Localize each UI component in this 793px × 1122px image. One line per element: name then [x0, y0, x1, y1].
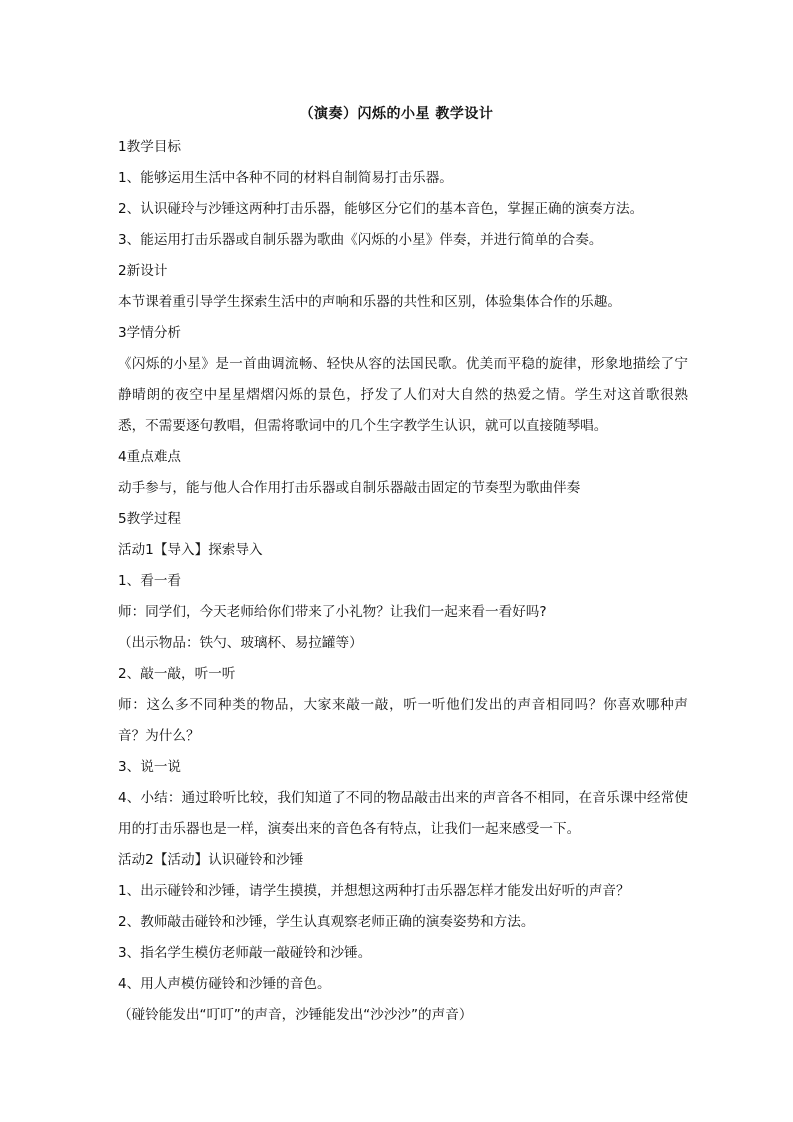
- design-text: 本节课着重引导学生探索生活中的声响和乐器的共性和区别，体验集体合作的乐趣。: [118, 294, 621, 310]
- activity-note: （碰铃能发出“叮叮”的声音，沙锤能发出“沙沙沙”的声音）: [118, 1007, 473, 1023]
- activity-summary: 4、小结：通过聆听比较，我们知道了不同的物品敲击出来的声音各不相同，在音乐课中经常使用的打击乐器也是一样，演奏出来的音色各有特点，让我们一起来感受一下。: [118, 790, 688, 837]
- section-heading-goals: 1教学目标: [118, 139, 182, 155]
- activity-text: 师：这么多不同种类的物品，大家来敲一敲，听一听他们发出的声音相同吗？你喜欢哪种声音？为什么？: [118, 697, 688, 744]
- activity-step: 2、敲一敲，听一听: [118, 666, 236, 682]
- goal-item: 3、能运用打击乐器或自制乐器为歌曲《闪烁的小星》伴奏，并进行简单的合奏。: [118, 232, 603, 248]
- activity-text: 师：同学们，今天老师给你们带来了小礼物？让我们一起来看一看好吗?: [118, 604, 547, 620]
- analysis-text: 《闪烁的小星》是一首曲调流畅、轻快从容的法国民歌。优美而平稳的旋律，形象地描绘了宁静晴朗的夜空中星星熠熠闪烁的景色，抒发了人们对大自然的热爱之情。学生对这首歌很熟悉，不需要逐句教唱，但需将歌词中的几个生字教学生认识，就可以直接随琴唱。: [118, 356, 688, 434]
- document-body: [118, 132, 688, 1031]
- activity-heading: 活动2【活动】认识碰铃和沙锤: [118, 852, 304, 868]
- activity-step: 1、看一看: [118, 573, 182, 589]
- section-heading-keypoints: 4重点难点: [118, 449, 182, 465]
- activity-step: 3、说一说: [118, 759, 182, 775]
- goal-item: 1、能够运用生活中各种不同的材料自制简易打击乐器。: [118, 170, 453, 186]
- activity-step: 1、出示碰铃和沙锤，请学生摸摸，并想想这两种打击乐器怎样才能发出好听的声音？: [118, 883, 630, 899]
- section-heading-analysis: 3学情分析: [118, 325, 182, 341]
- activity-heading: 活动1【导入】探索导入: [118, 542, 263, 558]
- keypoints-text: 动手参与，能与他人合作用打击乐器或自制乐器敲击固定的节奏型为歌曲伴奏: [118, 480, 581, 496]
- activity-step: 3、指名学生模仿老师敲一敲碰铃和沙锤。: [118, 945, 372, 961]
- activity-note: （出示物品：铁勺、玻璃杯、易拉罐等）: [118, 635, 363, 651]
- section-heading-process: 5教学过程: [118, 511, 182, 527]
- section-heading-design: 2新设计: [118, 263, 168, 279]
- goal-item: 2、认识碰玲与沙锤这两种打击乐器，能够区分它们的基本音色，掌握正确的演奏方法。: [118, 201, 644, 217]
- document-title: （演奏）闪烁的小星 教学设计: [299, 106, 494, 122]
- activity-step: 4、用人声模仿碰铃和沙锤的音色。: [118, 976, 331, 992]
- activity-step: 2、教师敲击碰铃和沙锤，学生认真观察老师正确的演奏姿势和方法。: [118, 914, 535, 930]
